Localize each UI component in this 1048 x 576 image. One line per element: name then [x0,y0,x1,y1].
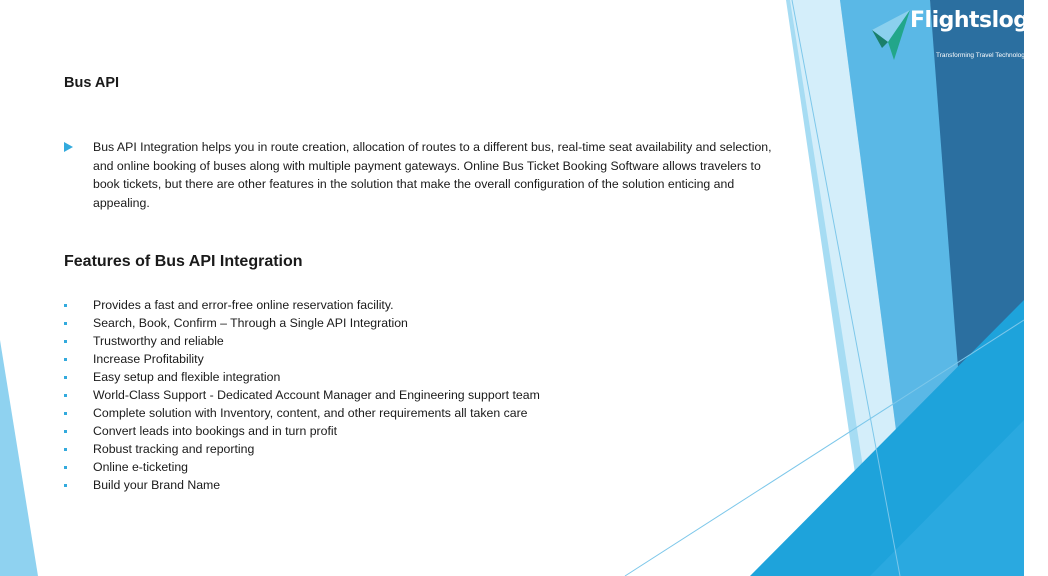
feature-text: Convert leads into bookings and in turn profit [93,424,338,438]
feature-text: Build your Brand Name [93,478,221,492]
feature-text: Robust tracking and reporting [93,442,255,456]
bullet-dot-icon [64,466,67,469]
logo-tagline: Transforming Travel Technology [936,52,1029,59]
bullet-dot-icon [64,376,67,379]
list-item [64,350,540,368]
features-heading: Features of Bus API Integration [64,253,303,270]
list-item [64,404,540,422]
feature-text: Complete solution with Inventory, content, and other requirements all taken care [93,406,528,420]
feature-text: Search, Book, Confirm – Through a Single API Integration [93,316,408,330]
intro-bullet [64,138,784,212]
feature-text: Trustworthy and reliable [93,334,224,348]
list-item [64,368,540,386]
list-item [64,422,540,440]
list-item [64,476,540,494]
list-item [64,332,540,350]
bullet-dot-icon [64,340,67,343]
slide-title: Bus API [64,75,120,91]
intro-text: Bus API Integration helps you in route creation, allocation of routes to a different bus, real-time seat availability and selection, and online booking of buses along with multiple payment gateways. Online Bus Ticket Booking Software allows travelers to book tickets, but there are other features in the solution that make the overall configuration of the solution enticing and appealing. [93,140,772,210]
arrow-bullet-icon [64,142,73,152]
bullet-dot-icon [64,358,67,361]
features-list [64,296,540,494]
bullet-dot-icon [64,484,67,487]
bullet-dot-icon [64,412,67,415]
logo-name: Flightslogic [910,8,1048,33]
feature-text: Online e-ticketing [93,460,189,474]
feature-text: Increase Profitability [93,352,204,366]
bullet-dot-icon [64,448,67,451]
list-item [64,458,540,476]
feature-text: World-Class Support - Dedicated Account Manager and Engineering support team [93,388,540,402]
bullet-dot-icon [64,304,67,307]
bullet-dot-icon [64,430,67,433]
list-item [64,440,540,458]
list-item [64,296,540,314]
list-item [64,314,540,332]
bullet-dot-icon [64,322,67,325]
bullet-dot-icon [64,394,67,397]
list-item [64,386,540,404]
feature-text: Easy setup and flexible integration [93,370,281,384]
paper-plane-icon [870,8,912,62]
feature-text: Provides a fast and error-free online reservation facility. [93,298,394,312]
flightslogic-logo [870,6,1048,66]
